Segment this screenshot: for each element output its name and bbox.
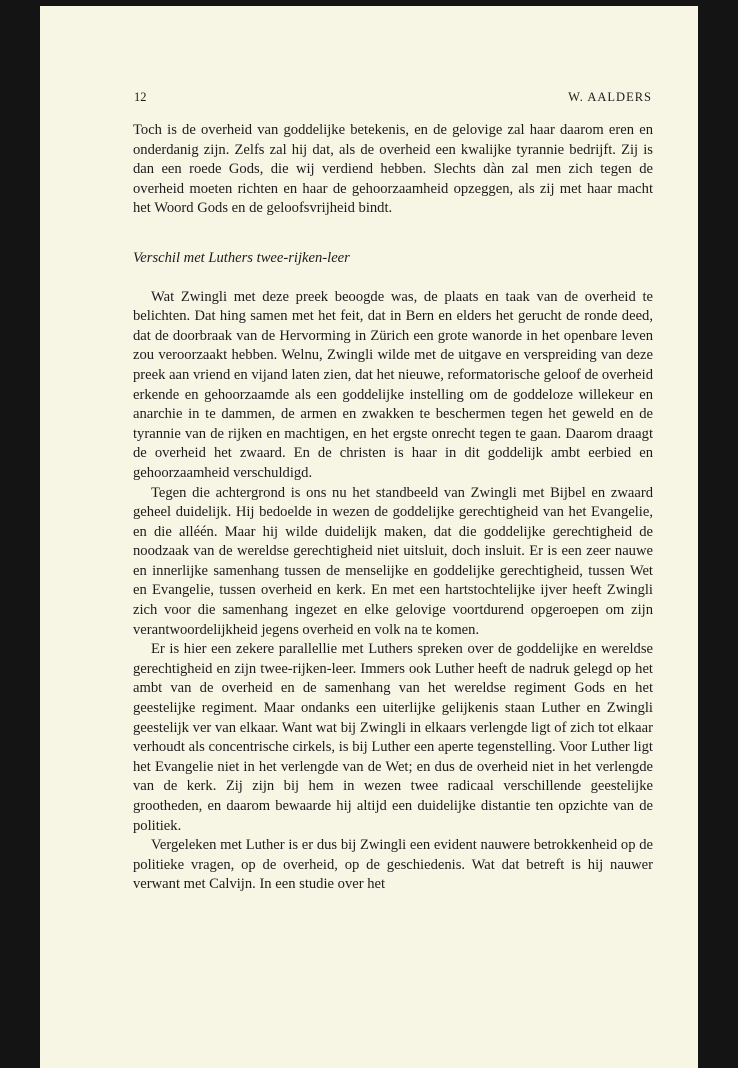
paragraph-5: Vergeleken met Luther is er dus bij Zwingli een evident nauwere betrokkenheid op de politieke vragen, op de overheid, op de geschiedenis. Wat dat betreft is hij nauwer verwant met Calvijn. In een studie over het [133,837,653,893]
paragraph-3: Tegen die achtergrond is ons nu het standbeeld van Zwingli met Bijbel en zwaard geheel duidelijk. Hij bedoelde in wezen de goddelijke gerechtigheid van het Evangelie, en die alléén. Maar hij wilde duidelijk maken, dat die goddelijke gerechtigheid de noodzaak van de wereldse gerechtigheid niet uitsluit, doch insluit. Er is een zeer nauwe en innerlijke samenhang tussen de menselijke en goddelijke gerechtigheid, tussen Wet en Evangelie, tussen overheid en kerk. En met een hartstochtelijke ijver heeft Zwingli zich voor die samenhang ingezet en elke gelovige voortdurend opgeroepen om zijn verantwoordelijkheid jegens overheid en volk na te komen. [133,484,653,638]
paragraph-2: Wat Zwingli met deze preek beoogde was, de plaats en taak van de overheid te belichten. Dat hing samen met het feit, dat in Bern en elders het gerucht de ronde deed, dat de doorbraak van de Hervorming in Zürich een grote wanorde in het openbare leven zou veroorzaakt hebben. Welnu, Zwingli wilde met de uitgave en verspreiding van deze preek aan vriend en vijand laten zien, dat het nieuwe, reformatorische geloof de overheid erkende en gehoorzaamde als een goddelijke instelling om de goddeloze willekeur en anarchie in te dammen, de armen en zwakken te beschermen tegen het geweld en de tyrannie van de rijken en machtigen, en het ergste onrecht tegen te gaan. Daarom draagt de overheid het zwaard. En de christen is haar in dit goddelijk ambt eerbied en gehoorzaamheid verschuldigd. [133,288,653,481]
paragraph-1: Toch is de overheid van goddelijke betekenis, en de gelovige zal haar daarom eren en onderdanig zijn. Zelfs zal hij dat, als de overheid een kwalijke tyrannie bedrijft. Zij is dan een roede Gods, die wij verdiend hebben. Slechts dàn zal men zich tegen de overheid moeten richten en haar de gehoorzaamheid opzeggen, als zij met haar macht het Woord Gods en de geloofsvrijheid bindt. [133,122,653,217]
section-heading: Verschil met Luthers twee-rijken-leer [133,249,350,266]
paragraph-4: Er is hier een zekere parallellie met Luthers spreken over de goddelijke en wereldse gerechtigheid en zijn twee-rijken-leer. Immers ook Luther heeft de nadruk gelegd op het ambt van de overheid en de samenhang van het wereldse regiment Gods en het geestelijke regiment. Maar ondanks een uiterlijke gelijkenis staan Luther en Zwingli geestelijk ver van elkaar. Want wat bij Zwingli in elkaars verlengde ligt of zich tot elkaar verhoudt als concentrische cirkels, is bij Luther een aperte tegenstelling. Voor Luther ligt het Evangelie niet in het verlengde van de Wet; en dus de overheid niet in het verlengde van de kerk. Zij zijn bij hem in wezen twee radicaal verschillende geestelijke grootheden, en daarom bewaarde hij altijd een duidelijke distantie ten opzichte van de politiek. [133,641,653,834]
page-number: 12 [134,90,147,104]
page-body [133,121,653,895]
book-page [40,6,698,1068]
running-head-author: W. AALDERS [568,90,652,104]
